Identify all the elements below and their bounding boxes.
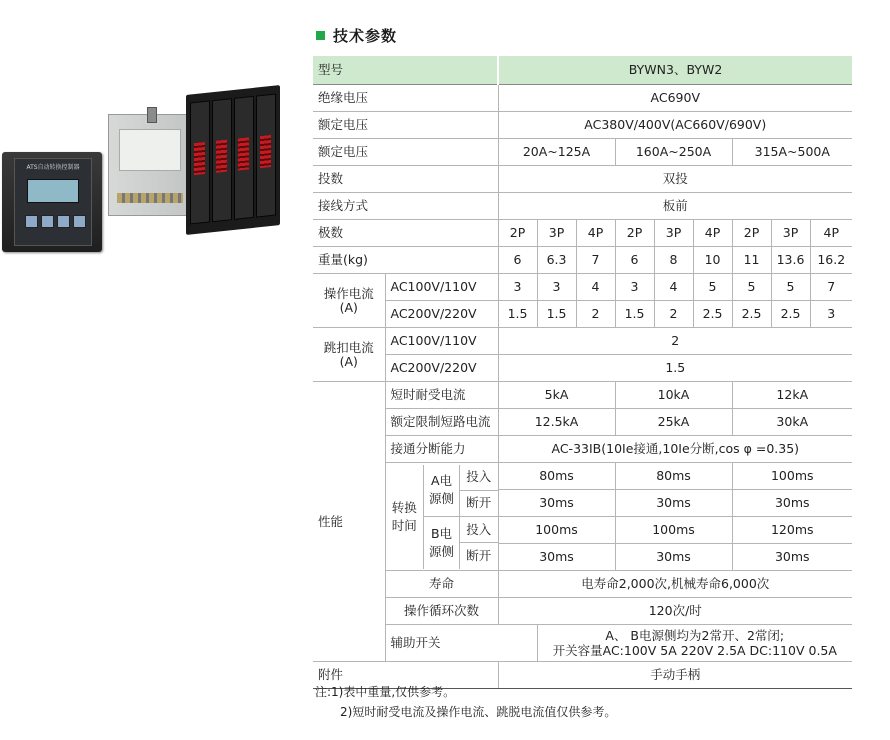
transfer-time-value: 30ms (615, 544, 732, 571)
table-row (313, 139, 852, 166)
limited-short-value: 25kA (615, 409, 732, 436)
table-row (313, 409, 852, 436)
rated-current-range: 20A~125A (498, 139, 615, 166)
poles-cell: 3P (654, 220, 693, 247)
transfer-time-value: 100ms (732, 463, 852, 490)
short-time-label: 短时耐受电流 (385, 382, 498, 409)
operating-current-unit: (A) (339, 299, 358, 315)
table-row (313, 328, 852, 355)
trip-current-label (313, 328, 385, 382)
short-time-value: 10kA (615, 382, 732, 409)
nameplate (119, 129, 181, 171)
operating-current-cell: 4 (654, 274, 693, 301)
operating-current-cell: 5 (771, 274, 810, 301)
transfer-time-label (386, 465, 424, 569)
operating-current-cell: 2.5 (732, 301, 771, 328)
operating-current-cell: 1.5 (537, 301, 576, 328)
switching-label: 投数 (313, 166, 498, 193)
notes (315, 682, 616, 722)
side-a-label (424, 465, 460, 517)
poles-cell: 2P (615, 220, 654, 247)
operating-current-title: 操作电流 (323, 285, 374, 301)
rated-voltage-value: AC380V/400V(AC660V/690V) (498, 112, 852, 139)
transfer-time-value: 80ms (615, 463, 732, 490)
poles-label: 极数 (313, 220, 498, 247)
rated-current-range: 160A~250A (615, 139, 732, 166)
action-label: 断开 (466, 547, 492, 563)
side-b-label-1: B电 (430, 525, 453, 541)
operating-current-cell: 3 (537, 274, 576, 301)
accessory-label: 附件 (313, 662, 498, 689)
transfer-time-value: 120ms (732, 517, 852, 544)
making-breaking-value: AC-33IB(10Ie接通,10Ie分断,cos φ =0.35) (498, 436, 852, 463)
table-row (313, 436, 852, 463)
controller-display (27, 179, 79, 203)
table-row (313, 274, 852, 301)
weight-cell: 13.6 (771, 247, 810, 274)
table-row (313, 166, 852, 193)
manual-handle (147, 107, 157, 123)
controller-key (41, 215, 54, 228)
table-row (313, 112, 852, 139)
weight-cell: 6 (615, 247, 654, 274)
pole (212, 98, 232, 222)
rated-current-range: 315A~500A (732, 139, 852, 166)
operating-current-cell: 3 (498, 274, 537, 301)
limited-short-label: 额定限制短路电流 (385, 409, 498, 436)
insulation-voltage-label: 绝缘电压 (313, 85, 498, 112)
weight-cell: 6.3 (537, 247, 576, 274)
poles-cell: 3P (537, 220, 576, 247)
voltage-label: AC100V/110V (385, 328, 498, 355)
switching-value: 双投 (498, 166, 852, 193)
model-value: BYWN3、BYW2 (498, 56, 852, 85)
poles-cell: 2P (498, 220, 537, 247)
poles-cell: 4P (576, 220, 615, 247)
insulation-voltage-value: AC690V (498, 85, 852, 112)
operating-current-cell: 2.5 (693, 301, 732, 328)
limited-short-value: 30kA (732, 409, 852, 436)
pole (256, 93, 276, 217)
switch-body (108, 114, 192, 216)
side-a-label-1: A电 (430, 473, 453, 489)
operating-current-cell: 2 (576, 301, 615, 328)
note-line: 注:1)表中重量,仅供参考。 (315, 685, 456, 699)
making-breaking-label: 接通分断能力 (385, 436, 498, 463)
table-row (313, 382, 852, 409)
rated-current-label: 额定电压 (313, 139, 498, 166)
transfer-time-value: 30ms (732, 490, 852, 517)
voltage-label: AC100V/110V (385, 274, 498, 301)
table-row (313, 571, 852, 598)
operating-current-cell: 2.5 (771, 301, 810, 328)
operating-current-cell: 1.5 (615, 301, 654, 328)
voltage-label: AC200V/220V (385, 301, 498, 328)
short-time-value: 5kA (498, 382, 615, 409)
note-line: 2)短时耐受电流及操作电流、跳脱电流值仅供参考。 (340, 705, 617, 719)
table-row (313, 598, 852, 625)
table-row (313, 220, 852, 247)
wiring-label: 接线方式 (313, 193, 498, 220)
action-label: 投入 (460, 516, 498, 542)
side-b-label (424, 516, 460, 568)
life-value: 电寿命2,000次,机械寿命6,000次 (498, 571, 852, 598)
performance-label: 性能 (313, 382, 385, 662)
side-a-label-2: 源侧 (428, 491, 454, 507)
weight-cell: 10 (693, 247, 732, 274)
table-row (313, 301, 852, 328)
poles-cell: 4P (810, 220, 852, 247)
green-square-icon (316, 31, 325, 40)
terminal-block (117, 193, 183, 203)
poles-cell: 4P (693, 220, 732, 247)
weight-cell: 16.2 (810, 247, 852, 274)
pole (190, 100, 210, 224)
operating-current-cell: 3 (615, 274, 654, 301)
transfer-time-subgrid (386, 465, 498, 569)
operating-current-cell: 2 (654, 301, 693, 328)
transfer-time-value: 100ms (615, 517, 732, 544)
wiring-value: 板前 (498, 193, 852, 220)
weight-cell: 11 (732, 247, 771, 274)
section-header (316, 25, 397, 46)
table-row (313, 247, 852, 274)
weight-label: 重量(kg) (313, 247, 498, 274)
pole (234, 96, 254, 220)
transfer-time-value: 80ms (498, 463, 615, 490)
transfer-time-value: 30ms (615, 490, 732, 517)
transfer-time-value: 30ms (498, 490, 615, 517)
aux-switch-value (537, 625, 852, 662)
poles-cell: 3P (771, 220, 810, 247)
voltage-label: AC200V/220V (385, 355, 498, 382)
table-row (313, 463, 852, 490)
weight-cell: 6 (498, 247, 537, 274)
side-b-label-2: 源侧 (428, 543, 454, 559)
product-photo (0, 90, 300, 270)
operating-current-cell: 5 (693, 274, 732, 301)
transfer-time-label-1: 转换 (391, 499, 417, 515)
trip-current-value: 1.5 (498, 355, 852, 382)
aux-switch-line-2: 开关容量AC:100V 5A 220V 2.5A DC:110V 0.5A (552, 643, 837, 658)
short-time-value: 12kA (732, 382, 852, 409)
transfer-time-label-2: 时间 (391, 517, 417, 533)
trip-current-value: 2 (498, 328, 852, 355)
model-label: 型号 (313, 56, 498, 85)
weight-cell: 8 (654, 247, 693, 274)
cycles-value: 120次/时 (498, 598, 852, 625)
controller-panel (14, 158, 92, 246)
header-row (313, 56, 852, 85)
accessory-value: 手动手柄 (498, 662, 852, 689)
table-row (313, 625, 852, 662)
transfer-time-cell (385, 463, 498, 571)
section-title: 技术参数 (333, 27, 398, 45)
weight-cell: 7 (576, 247, 615, 274)
trip-current-title: 跳扣电流 (323, 339, 374, 355)
operating-current-cell: 4 (576, 274, 615, 301)
ats-controller (2, 152, 102, 252)
operating-current-cell: 1.5 (498, 301, 537, 328)
table-row (313, 193, 852, 220)
life-label: 寿命 (385, 571, 498, 598)
controller-key (73, 215, 86, 228)
trip-current-unit: (A) (339, 353, 358, 369)
switch-poles (186, 85, 280, 235)
action-label: 断开 (460, 490, 498, 516)
controller-title: ATS自动转换控制器 (26, 164, 80, 171)
transfer-time-value: 30ms (732, 544, 852, 571)
controller-key (57, 215, 70, 228)
action-label: 投入 (460, 465, 498, 491)
spec-table (313, 56, 852, 689)
limited-short-value: 12.5kA (498, 409, 615, 436)
operating-current-label (313, 274, 385, 328)
poles-cell: 2P (732, 220, 771, 247)
transfer-time-value: 30ms (498, 544, 615, 571)
table-row (313, 355, 852, 382)
controller-key (25, 215, 38, 228)
operating-current-cell: 7 (810, 274, 852, 301)
rated-voltage-label: 额定电压 (313, 112, 498, 139)
aux-switch-label: 辅助开关 (385, 625, 537, 662)
aux-switch-line-1: A、 B电源侧均为2常开、2常闭; (605, 628, 785, 643)
table-row (313, 85, 852, 112)
operating-current-cell: 3 (810, 301, 852, 328)
transfer-time-value: 100ms (498, 517, 615, 544)
cycles-label: 操作循环次数 (385, 598, 498, 625)
operating-current-cell: 5 (732, 274, 771, 301)
